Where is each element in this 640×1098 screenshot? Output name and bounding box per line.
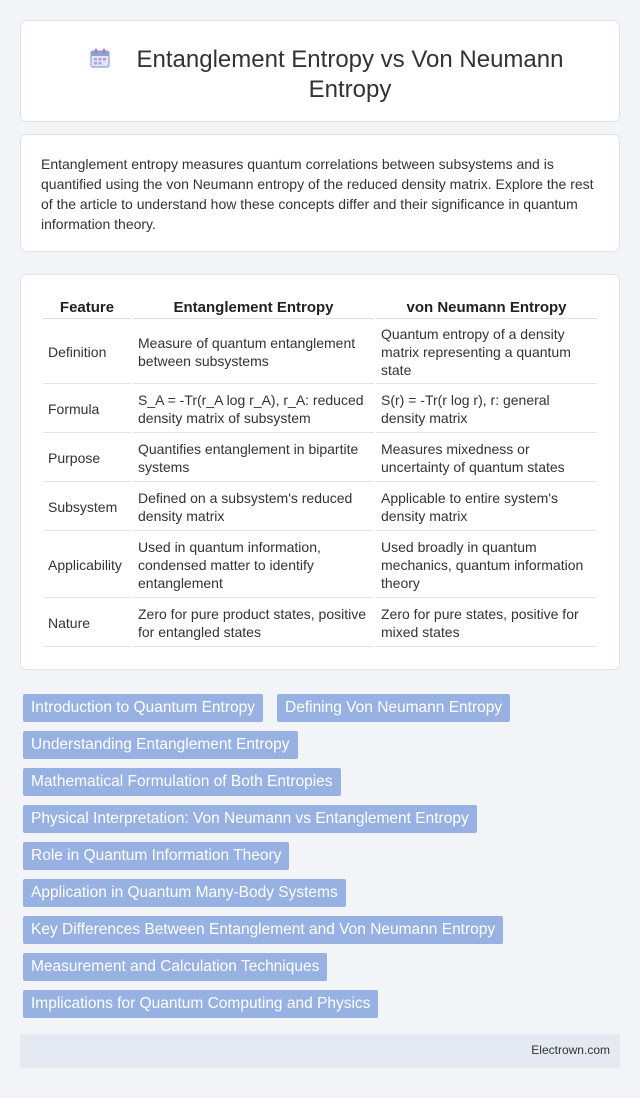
table-cell: Zero for pure product states, positive for entangled states: [133, 600, 374, 647]
table-cell: Subsystem: [43, 484, 131, 531]
column-header-von-neumann: von Neumann Entropy: [376, 297, 597, 319]
table-cell: Applicable to entire system's density matrix: [376, 484, 597, 531]
table-cell: Formula: [43, 386, 131, 433]
topic-link[interactable]: Defining Von Neumann Entropy: [277, 694, 510, 722]
comparison-table: [41, 295, 599, 649]
table-cell: Applicability: [43, 533, 131, 598]
intro-card: [20, 134, 620, 252]
table-cell: Measures mixedness or uncertainty of quantum states: [376, 435, 597, 482]
table-cell: Used broadly in quantum mechanics, quantum information theory: [376, 533, 597, 598]
topic-link[interactable]: Understanding Entanglement Entropy: [23, 731, 298, 759]
intro-text: Entanglement entropy measures quantum correlations between subsystems and is quantified using the von Neumann entropy of the reduced density matrix. Explore the rest of the article to understand how these concepts differ and their significance in quantum information theory.: [41, 156, 594, 232]
footer-brand: Electrown.com: [531, 1043, 610, 1057]
table-cell: Quantifies entanglement in bipartite systems: [133, 435, 374, 482]
table-cell: S_A = -Tr(r_A log r_A), r_A: reduced density matrix of subsystem: [133, 386, 374, 433]
table-cell: Used in quantum information, condensed matter to identify entanglement: [133, 533, 374, 598]
table-cell: S(r) = -Tr(r log r), r: general density matrix: [376, 386, 597, 433]
page-title-text: Entanglement Entropy vs Von Neumann Entropy: [136, 46, 564, 103]
column-header-entanglement: Entanglement Entropy: [133, 297, 374, 319]
topic-link[interactable]: Application in Quantum Many-Body Systems: [23, 879, 346, 907]
table-cell: Measure of quantum entanglement between subsystems: [133, 321, 374, 384]
column-header-feature: Feature: [43, 297, 131, 319]
table-row: [43, 484, 597, 531]
topic-link[interactable]: Mathematical Formulation of Both Entropies: [23, 768, 341, 796]
table-cell: Zero for pure states, positive for mixed states: [376, 600, 597, 647]
table-row: [43, 533, 597, 598]
topic-link[interactable]: Measurement and Calculation Techniques: [23, 953, 327, 981]
title-card: [20, 20, 620, 122]
topic-link[interactable]: Introduction to Quantum Entropy: [23, 694, 263, 722]
table-row: [43, 435, 597, 482]
footer: [20, 1034, 620, 1068]
table-cell: Nature: [43, 600, 131, 647]
table-cell: Quantum entropy of a density matrix representing a quantum state: [376, 321, 597, 384]
table-cell: Definition: [43, 321, 131, 384]
table-row: [43, 321, 597, 384]
table-row: [43, 600, 597, 647]
table-header-row: [43, 297, 597, 319]
table-cell: Purpose: [43, 435, 131, 482]
topic-link[interactable]: Physical Interpretation: Von Neumann vs Entanglement Entropy: [23, 805, 477, 833]
topic-link[interactable]: Key Differences Between Entanglement and Von Neumann Entropy: [23, 916, 503, 944]
topic-link[interactable]: Role in Quantum Information Theory: [23, 842, 289, 870]
topic-link[interactable]: Implications for Quantum Computing and Physics: [23, 990, 378, 1018]
table-cell: Defined on a subsystem's reduced density matrix: [133, 484, 374, 531]
comparison-card: [20, 274, 620, 670]
table-row: [43, 386, 597, 433]
